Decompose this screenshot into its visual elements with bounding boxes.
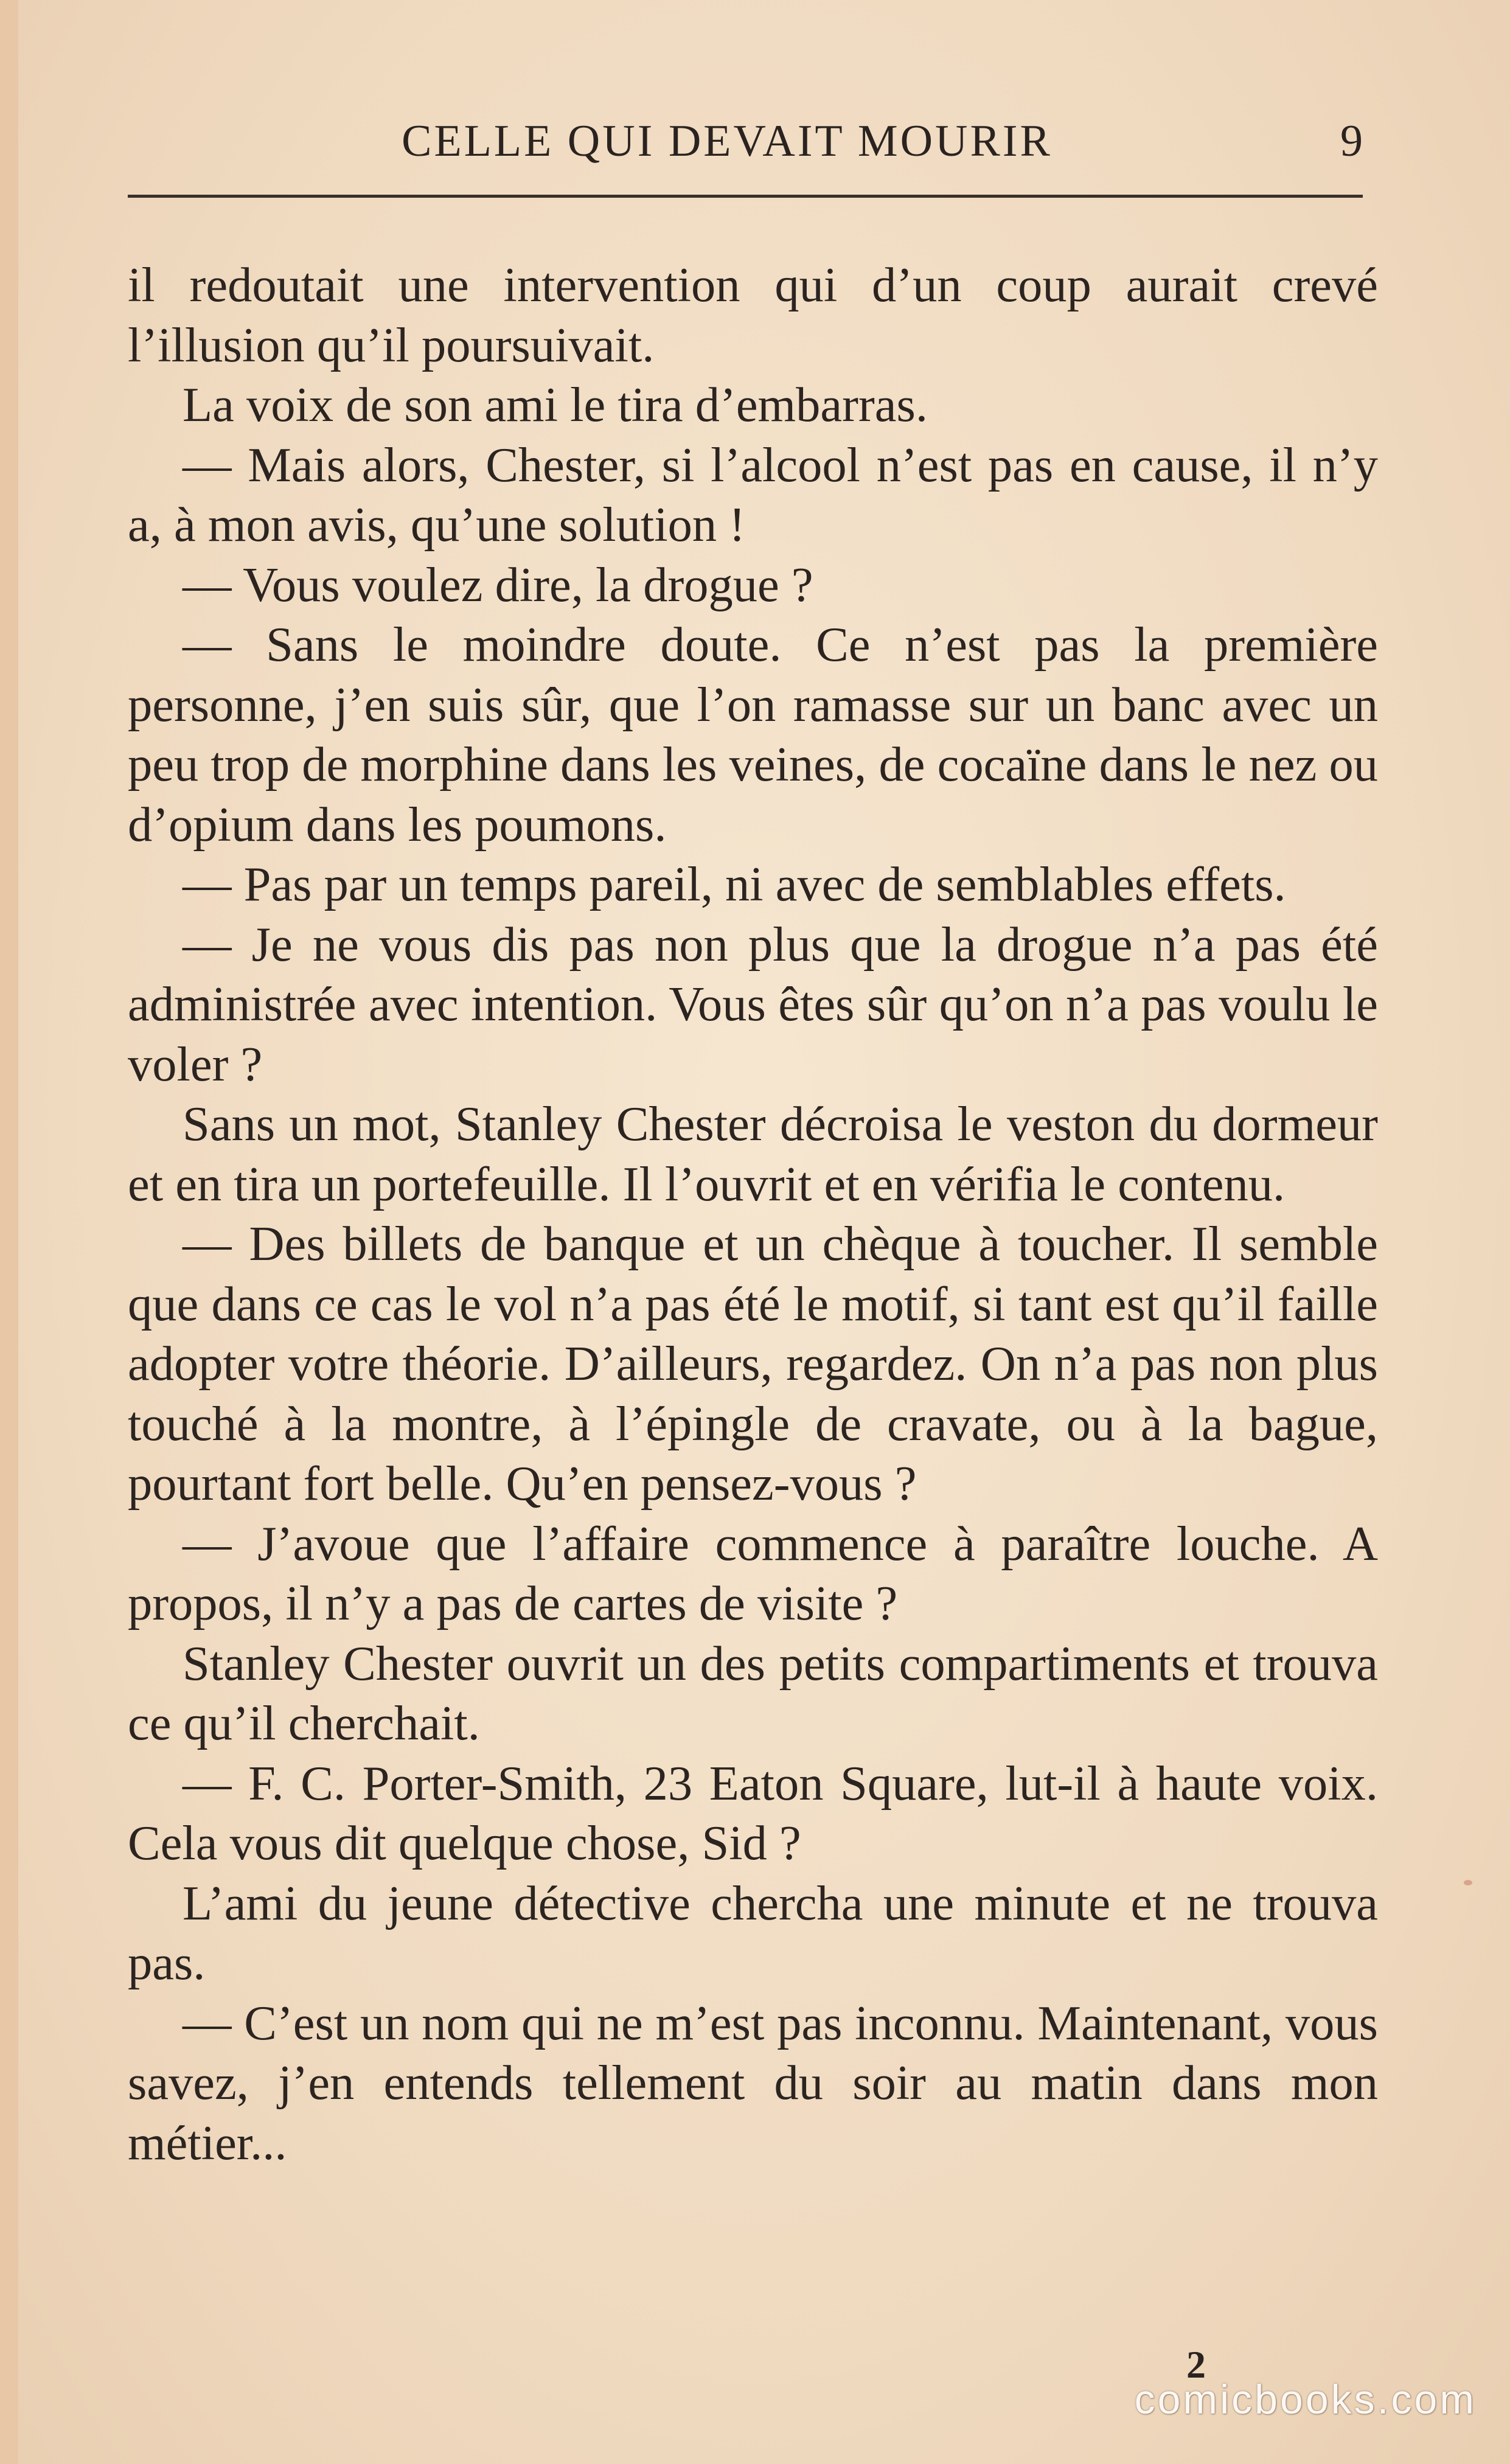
paragraph: — Des billets de banque et un chèque à toucher. Il semble que dans ce cas le vol n’a pas été le motif, si tant est qu’il faille adopter votre théorie. D’ailleurs, regardez. On n’a pas non plus touché à la montre, à l’épingle de cravate, ou à la bague, pourtant fort belle. Qu’en pensez-vous ? bbox=[128, 1217, 1378, 1511]
paragraph: — Mais alors, Chester, si l’alcool n’est pas en cause, il n’y a, à mon avis, qu’une solution ! bbox=[128, 437, 1378, 552]
paragraph: — F. C. Porter-Smith, 23 Eaton Square, lut-il à haute voix. Cela vous dit quelque chose, Sid ? bbox=[128, 1756, 1378, 1870]
paragraph: Stanley Chester ouvrit un des petits compartiments et trouva ce qu’il cherchait. bbox=[128, 1636, 1378, 1750]
paragraph: Sans un mot, Stanley Chester décroisa le veston du dormeur et en tira un portefeuille. Il l’ouvrit et en vérifia le contenu. bbox=[128, 1097, 1378, 1211]
paragraph: — J’avoue que l’affaire commence à paraître louche. A propos, il n’y a pas de cartes de visite ? bbox=[128, 1516, 1378, 1630]
watermark: comicbooks.com bbox=[1134, 2376, 1477, 2423]
header-rule bbox=[128, 195, 1363, 198]
paragraph: il redoutait une intervention qui d’un coup aurait crevé l’illusion qu’il poursuivait. bbox=[128, 258, 1378, 372]
paragraph: — Vous voulez dire, la drogue ? bbox=[183, 557, 813, 612]
paragraph: L’ami du jeune détective chercha une minute et ne trouva pas. bbox=[128, 1876, 1378, 1990]
paragraph: — Sans le moindre doute. Ce n’est pas la première personne, j’en suis sûr, que l’on ramasse sur un banc avec un peu trop de morphine dans les veines, de cocaïne dans le nez ou d’opium dans les poumons. bbox=[128, 618, 1378, 852]
paragraph: — C’est un nom qui ne m’est pas inconnu. Maintenant, vous savez, j’en entends tellement du soir au matin dans mon métier... bbox=[128, 1996, 1378, 2170]
paper-speck bbox=[1464, 1880, 1472, 1885]
body-text bbox=[128, 256, 1378, 2173]
page-header bbox=[128, 116, 1363, 176]
paragraph: — Je ne vous dis pas non plus que la drogue n’a pas été administrée avec intention. Vous êtes sûr qu’on n’a pas voulu le voler ? bbox=[128, 917, 1378, 1091]
running-title: CELLE QUI DEVAIT MOURIR bbox=[402, 116, 1052, 166]
signature-mark: 2 bbox=[1186, 2343, 1206, 2386]
paragraph: La voix de son ami le tira d’embarras. bbox=[183, 378, 928, 432]
page-edge bbox=[0, 0, 18, 2464]
page-number: 9 bbox=[1340, 116, 1363, 166]
paragraph: — Pas par un temps pareil, ni avec de semblables effets. bbox=[183, 857, 1286, 911]
